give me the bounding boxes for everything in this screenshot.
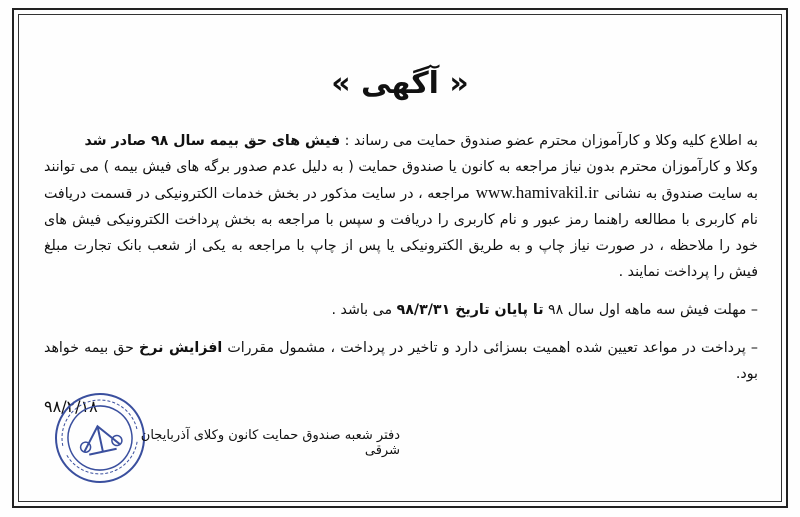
notice-date: ۹۸/۲/۱۸ bbox=[44, 397, 98, 416]
notice-body bbox=[44, 128, 758, 387]
deadline-bold-text: تا پایان تاریخ ۹۸/۳/۳۱ bbox=[396, 302, 544, 318]
deadline-paragraph bbox=[44, 297, 758, 323]
instructions-text-after-url: مراجعه ، در سایت مذکور در بخش خدمات الکترونیکی در قسمت دریافت نام کاربری با مطالعه راهنما رمز عبور و نام کاربری را دریافت و سپس با مراجعه به بخش پرداخت الکترونیکی فیش های خود را ملاحظه ، در صورت نیاز چاپ و به طریق الکترونیکی یا پس از چاپ با مراجعه به یکی از شعب بانک تجارت مبلغ فیش را پرداخت نمایند . bbox=[44, 186, 758, 280]
notice-title: « آگهی » bbox=[331, 66, 469, 101]
intro-bold-text: فیش های حق بیمه سال ۹۸ صادر شد bbox=[84, 133, 341, 149]
payment-bold-text: افزایش نرخ bbox=[139, 340, 223, 356]
signature-line: دفتر شعبه صندوق حمایت کانون وکلای آذربایجان شرقی bbox=[140, 428, 400, 458]
website-link[interactable]: www.hamivakil.ir bbox=[475, 183, 599, 202]
deadline-suffix-text: می باشد . bbox=[331, 302, 397, 318]
payment-paragraph bbox=[44, 335, 758, 387]
intro-paragraph bbox=[44, 128, 758, 154]
deadline-text: – مهلت فیش سه ماهه اول سال ۹۸ bbox=[543, 302, 758, 318]
payment-text: – پرداخت در مواعد تعیین شده اهمیت بسزائی دارد و تاخیر در پرداخت ، مشمول مقررات bbox=[222, 340, 759, 356]
instructions-paragraph bbox=[44, 154, 758, 285]
intro-text: به اطلاع کلیه وکلا و کارآموزان محترم عضو صندوق حمایت می رساند : bbox=[340, 133, 758, 149]
instructions-text-before-url: وکلا و کارآموزان محترم بدون نیاز مراجعه به کانون یا صندوق حمایت ( به دلیل عدم صدور برگه های فیش بیمه ) می توانند به سایت صندوق به نشانی bbox=[44, 159, 758, 202]
payment-suffix-text: حق بیمه خواهد بود. bbox=[44, 340, 758, 382]
